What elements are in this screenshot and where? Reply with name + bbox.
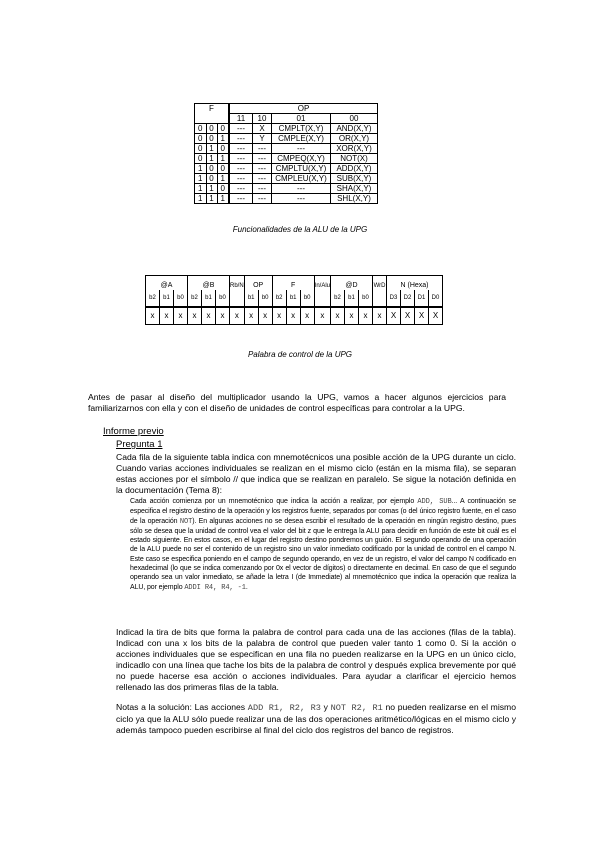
notation-text: ). En algunas acciones no se desea escribir el resultado de la operación en ningún registro destino, pues sólo se desea que la unidad de control vea el valor del bit z que le entrega la ALU para decidir en función de este bit cuál es el estado siguiente. En estos casos, en el lugar del registro destino pondremos un guión. El segundo operando de una operación de la ALU puede no ser el contenido de un registro sino un valor inmediato codificado por la unidad de control en el campo N. Este caso se especifica poniendo en el campo de segundo operando, en vez de un registro, el valor del campo N codificado en hexadecimal (lo que se indica comenzando por 0x el vector de dígitos) o directamente en decimal. En caso de que el segundo operando sea un valor inmediato, se añade la letra I (de Immediate) al mnemotécnico que indica la operación que realiza la ALU, por ejemplo xyxy=(130,517,516,591)
alu-table-cell: SHL(X,Y) xyxy=(331,194,378,204)
alu-table-cell: 1 xyxy=(195,174,207,184)
cw-group-b: @B xyxy=(188,276,230,291)
alu-table-row xyxy=(195,184,378,194)
cw-bit-value: x xyxy=(174,307,188,325)
alu-op-col: 00 xyxy=(331,114,378,124)
alu-table-row xyxy=(195,134,378,144)
alu-table-cell: 0 xyxy=(217,164,229,174)
cw-group-op: OP xyxy=(244,276,272,291)
alu-table-cell: 0 xyxy=(195,154,207,164)
cw-bit-value: x xyxy=(230,307,245,325)
alu-table-cell: 0 xyxy=(217,124,229,134)
alu-table-cell: 0 xyxy=(206,124,217,134)
alu-table-cell: 1 xyxy=(195,184,207,194)
control-word-table xyxy=(145,275,443,325)
alu-table-row xyxy=(195,144,378,154)
cw-bit-value: x xyxy=(359,307,373,325)
alu-table-cell: AND(X,Y) xyxy=(331,124,378,134)
cw-bit-label: b1 xyxy=(345,290,359,307)
alu-table-cell: ADD(X,Y) xyxy=(331,164,378,174)
alu-table-cell: 1 xyxy=(217,194,229,204)
alu-table-cell: 0 xyxy=(217,184,229,194)
alu-table-cell: --- xyxy=(229,184,253,194)
alu-table-cell: --- xyxy=(253,144,272,154)
alu-table-cell: 0 xyxy=(195,144,207,154)
cw-bit-value: x xyxy=(244,307,258,325)
alu-table-cell: --- xyxy=(272,144,331,154)
cw-bit-value: x xyxy=(188,307,202,325)
alu-table-cell: NOT(X) xyxy=(331,154,378,164)
cw-bit-value: x xyxy=(202,307,216,325)
cw-bit-label: D2 xyxy=(401,290,415,307)
alu-table-row xyxy=(195,154,378,164)
cw-bit-value: x xyxy=(286,307,300,325)
alu-table-cell: --- xyxy=(253,164,272,174)
note-text: no pueden realizarse en el mismo ciclo ya que la ALU sólo puede realizar una de las dos operaciones aritmético/lógicas en el mismo ciclo y además tampoco pueden escribirse al final del ciclo dos registros del banco de registros. xyxy=(116,702,516,735)
alu-table-cell: --- xyxy=(253,154,272,164)
cw-bit-label xyxy=(373,290,387,307)
alu-table-cell: --- xyxy=(253,174,272,184)
alu-table-cell: 0 xyxy=(195,134,207,144)
alu-table-cell: CMPEQ(X,Y) xyxy=(272,154,331,164)
alu-table-cell: SHA(X,Y) xyxy=(331,184,378,194)
alu-table-cell: --- xyxy=(272,184,331,194)
notation-code: NOT xyxy=(179,517,193,526)
alu-table-cell: Y xyxy=(253,134,272,144)
alu-table-cell: CMPLEU(X,Y) xyxy=(272,174,331,184)
alu-table-cell: 0 xyxy=(217,144,229,154)
alu-table-cell: OR(X,Y) xyxy=(331,134,378,144)
cw-bit-label xyxy=(230,290,245,307)
cw-bit-label: b1 xyxy=(286,290,300,307)
alu-table-cell: --- xyxy=(229,134,253,144)
cw-bit-label: D0 xyxy=(429,290,443,307)
cw-group-f: F xyxy=(272,276,314,291)
cw-bit-label: b1 xyxy=(160,290,174,307)
cw-bit-label: b0 xyxy=(216,290,230,307)
alu-table-cell: --- xyxy=(272,194,331,204)
intro-paragraph: Antes de pasar al diseño del multiplicador usando la UPG, vamos a hacer algunos ejercicios para familiarizarnos con ella y con el diseño de unidades de control específicas para controlar a la UPG. xyxy=(88,392,506,413)
cw-bit-label: D1 xyxy=(415,290,429,307)
cw-bit-label: b2 xyxy=(272,290,286,307)
cw-group-rbn: Rb/N xyxy=(230,276,245,291)
alu-table-cell: 1 xyxy=(217,154,229,164)
notation-code: ADD, SUB xyxy=(417,498,452,506)
note-code: NOT R2, R1 xyxy=(330,703,383,713)
cw-bit-value: X xyxy=(429,307,443,325)
section-title: Informe previo xyxy=(103,426,164,437)
note-text: Notas a la solución: Las acciones xyxy=(116,702,248,712)
cw-bit-value: X xyxy=(415,307,429,325)
alu-header-f: F xyxy=(195,104,230,114)
cw-bit-value: x xyxy=(258,307,272,325)
cw-bit-label: b2 xyxy=(331,290,345,307)
cw-bit-value: x xyxy=(272,307,286,325)
alu-table-cell: 1 xyxy=(206,194,217,204)
cw-group-wrd: WrD xyxy=(373,276,387,291)
note-code: ADD R1, R2, R3 xyxy=(247,703,321,713)
notation-paragraph xyxy=(130,497,516,593)
cw-group-d: @D xyxy=(331,276,373,291)
alu-table-cell: --- xyxy=(229,164,253,174)
cw-bit-value: x xyxy=(216,307,230,325)
alu-table-cell: 1 xyxy=(217,134,229,144)
alu-table-cell: --- xyxy=(253,184,272,194)
notation-text: Cada acción comienza por un mnemotécnico que indica la acción a realizar, por ejemplo xyxy=(130,498,418,505)
alu-table-cell: 1 xyxy=(206,184,217,194)
alu-table-cell: 0 xyxy=(206,164,217,174)
alu-table-cell: 1 xyxy=(195,164,207,174)
cw-group-n: N (Hexa) xyxy=(387,276,443,291)
alu-table-cell: 0 xyxy=(206,134,217,144)
cw-bit-value: x xyxy=(300,307,314,325)
alu-op-col: 11 xyxy=(229,114,253,124)
cw-bit-value: x xyxy=(146,307,160,325)
alu-table-cell: CMPLTU(X,Y) xyxy=(272,164,331,174)
solution-note xyxy=(116,702,516,736)
alu-table-cell: --- xyxy=(229,174,253,184)
cw-bit-value: x xyxy=(314,307,330,325)
alu-table-cell: X xyxy=(253,124,272,134)
notation-text: . xyxy=(245,583,248,591)
alu-table-cell: 1 xyxy=(206,144,217,154)
cw-bit-value: x xyxy=(373,307,387,325)
alu-table-cell: --- xyxy=(229,144,253,154)
notation-code: ADDI R4, R4, -1 xyxy=(184,583,246,592)
alu-header-op: OP xyxy=(229,104,378,114)
alu-table-cell: 0 xyxy=(195,124,207,134)
cw-bit-label: b2 xyxy=(188,290,202,307)
alu-table-cell: 0 xyxy=(206,174,217,184)
alu-table-row xyxy=(195,174,378,184)
alu-table-cell: 1 xyxy=(195,194,207,204)
question-paragraph-1: Cada fila de la siguiente tabla indica con mnemotécnicos una posible acción de la UPG durante un ciclo. Cuando varias acciones individuales se realizan en el mismo ciclo (están en la misma fila), se separan estas acciones por el símbolo // que indica que se realizan en paralelo. Se sigue la notación definida en la documentación (Tema 8): xyxy=(116,452,516,495)
alu-table-cell: CMPLT(X,Y) xyxy=(272,124,331,134)
alu-table-row xyxy=(195,124,378,134)
alu-function-table xyxy=(194,103,378,204)
cw-bit-value: x xyxy=(345,307,359,325)
control-word-caption: Palabra de control de la UPG xyxy=(247,350,353,359)
alu-table-cell: SUB(X,Y) xyxy=(331,174,378,184)
cw-bit-label: b0 xyxy=(300,290,314,307)
alu-table-row xyxy=(195,194,378,204)
cw-bit-label: b2 xyxy=(146,290,160,307)
question-title: Pregunta 1 xyxy=(116,439,163,450)
notation-text: ... A continuación se especifica el registro destino de la operación y los registros fuente, separados por comas (o del único registro fuente, en el caso de la operación xyxy=(130,498,516,525)
cw-bit-label: b1 xyxy=(244,290,258,307)
alu-op-col: 10 xyxy=(253,114,272,124)
alu-table-cell: --- xyxy=(229,124,253,134)
alu-table-cell: XOR(X,Y) xyxy=(331,144,378,154)
alu-table-cell: 1 xyxy=(206,154,217,164)
question-paragraph-2: Indicad la tira de bits que forma la palabra de control para cada una de las acciones (filas de la tabla). Indicad con una x los bits de la palabra de control que pueden valer tanto 1 como 0. Si la acción o acciones individuales que se especifican en una fila no pueden realizarse en la UPG en un único ciclo, indicadlo con una línea que tache los bits de la palabra de control y después explica brevemente por qué no puede hacerse esa acción o acciones individuales. Para ayudar a clarificar el ejercicio hemos rellenado las dos primeras filas de la tabla. xyxy=(116,627,516,692)
alu-table-cell: 1 xyxy=(217,174,229,184)
cw-bit-label xyxy=(314,290,330,307)
cw-bit-value: X xyxy=(387,307,401,325)
alu-table-row xyxy=(195,164,378,174)
alu-op-col: 01 xyxy=(272,114,331,124)
alu-table-cell: CMPLE(X,Y) xyxy=(272,134,331,144)
note-text: y xyxy=(320,702,331,712)
cw-bit-label: D3 xyxy=(387,290,401,307)
cw-bit-label: b0 xyxy=(258,290,272,307)
cw-bit-label: b1 xyxy=(202,290,216,307)
cw-bit-label: b0 xyxy=(174,290,188,307)
cw-group-a: @A xyxy=(146,276,188,291)
alu-table-caption: Funcionalidades de la ALU de la UPG xyxy=(232,225,368,234)
cw-bit-label: b0 xyxy=(359,290,373,307)
cw-group-inalu: In/Alu xyxy=(314,276,330,291)
cw-bit-value: x xyxy=(331,307,345,325)
alu-table-cell: --- xyxy=(229,154,253,164)
alu-table-cell: --- xyxy=(229,194,253,204)
alu-table-cell: --- xyxy=(253,194,272,204)
cw-bit-value: x xyxy=(160,307,174,325)
cw-bit-value: X xyxy=(401,307,415,325)
